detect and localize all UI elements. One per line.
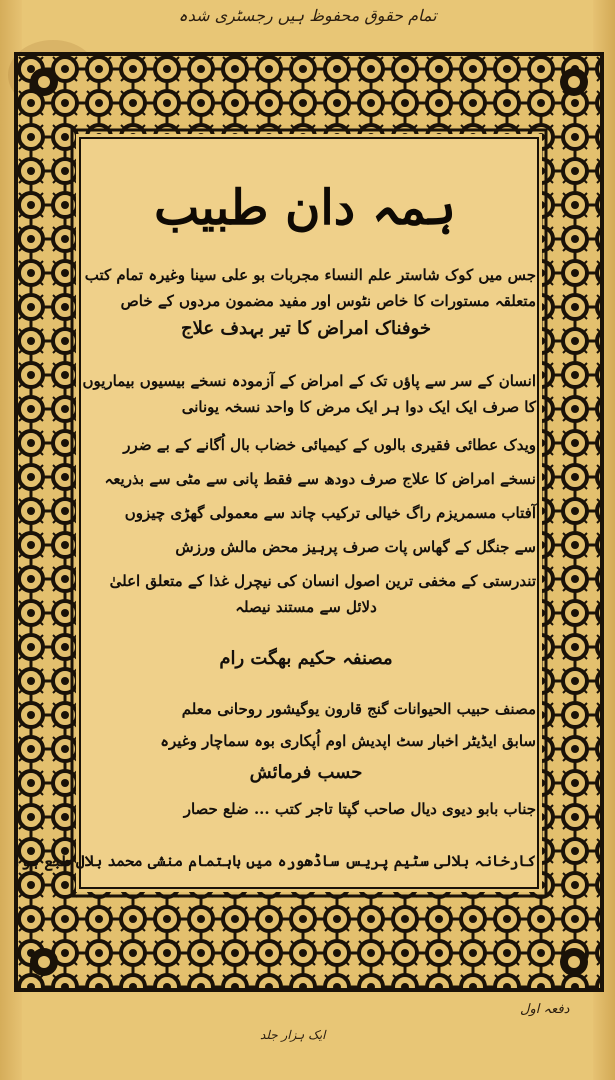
description-line: انسان کے سر سے پاؤں تک کے امراض کے آزمودہ نسخے بیسیوں بیماریوں <box>82 372 536 390</box>
description-line: آفتاب مسمریزم راگ خیالی ترکیب چاند سے معمولی گھڑی چیزوں <box>124 504 536 522</box>
author-credit: سابق ایڈیٹر اخبار سٹ اپدیش اوم اُپکاری بوہ سماچار وغیرہ <box>160 732 536 750</box>
description-line: تندرستی کے مخفی ترین اصول انسان کی نیچرل غذا کے متعلق اعلیٰ <box>109 572 536 590</box>
description-line: خوفناک امراض کا تیر بہدف علاج <box>181 318 431 339</box>
publisher-line: جناب بابو دیوی دیال صاحب گپتا تاجر کتب ... ضلع حصار <box>183 800 536 818</box>
press-line: کارخانہ بلالی سٹیم پریس ساڈھورہ میں باہتمام منشی محمد بلال طبع ہوا <box>12 852 536 870</box>
title-panel <box>12 140 540 940</box>
author-credit: مصنف حبیب الحیوانات گنج قارون یوگیشور روحانی معلم <box>181 700 536 718</box>
description-line: نسخے امراض کا علاج صرف دودھ سے فقط پانی سے مٹی سے بذریعہ <box>104 470 536 488</box>
copyright-note: تمام حقوق محفوظ ہیں رجسٹری شدہ <box>178 6 437 25</box>
description-line: دلائل سے مستند نیصلہ <box>235 598 377 616</box>
edition-note: دفعہ اول <box>520 1002 570 1017</box>
description-line: جس میں کوک شاستر علم النساء مجربات بو علی سینا وغیرہ تمام کتب <box>84 266 536 284</box>
print-run-note: ایک ہزار جلد <box>260 1028 326 1042</box>
book-title: ہمہ دان طبیب <box>154 180 456 236</box>
description-line: کا صرف ایک ایک دوا ہر ایک مرض کا واحد نسخہ یونانی <box>181 398 536 416</box>
order-heading: حسب فرمائش <box>249 762 363 783</box>
description-line: ویدک عطائی فقیری بالوں کے کیمیائی خضاب بال اُگانے کے بے ضرر <box>123 436 536 454</box>
description-line: سے جنگل کے گھاس پات صرف پرہیز محض مالش ورزش <box>175 538 536 556</box>
description-line: متعلقہ مستورات کا خاص نٹوس اور مفید مضمون مردوں کے خاص <box>120 292 536 310</box>
author-line: مصنفہ حکیم بھگت رام <box>219 648 393 669</box>
